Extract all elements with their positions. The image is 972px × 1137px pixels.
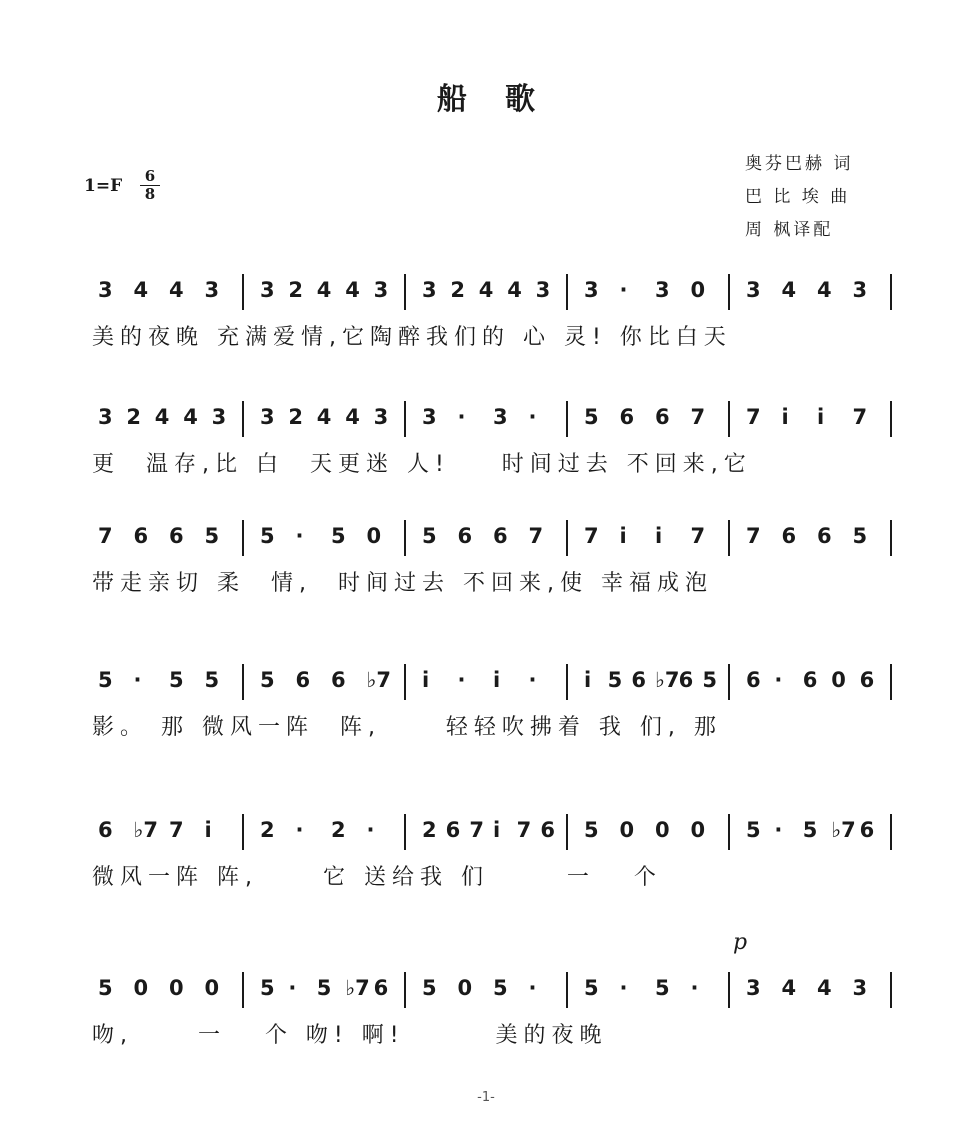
note: ·: [619, 976, 628, 1000]
bar-line: [404, 972, 406, 1008]
note: 4: [781, 976, 797, 1000]
note: 2: [288, 405, 304, 429]
note: ·: [366, 818, 375, 842]
note: 4: [316, 405, 332, 429]
note: 0: [366, 524, 382, 548]
note: 5: [316, 976, 332, 1000]
note: 6: [169, 524, 184, 548]
note: 3: [535, 278, 551, 302]
note: i: [781, 405, 789, 429]
note: ·: [457, 405, 466, 429]
note: 0: [831, 668, 846, 692]
note: ·: [774, 818, 783, 842]
note: 3: [260, 405, 275, 429]
meter-top: 6: [140, 168, 160, 186]
page-number: -1-: [477, 1090, 495, 1105]
note: 0: [457, 976, 473, 1000]
bar-line: [404, 401, 406, 437]
bar-line: [890, 520, 892, 556]
note: 3: [852, 278, 868, 302]
note: 6: [373, 976, 389, 1000]
bar-line: [728, 972, 730, 1008]
note: 5: [584, 818, 599, 842]
note: ·: [295, 524, 304, 548]
note: 6: [655, 405, 670, 429]
note: i: [619, 524, 627, 548]
lyrics-row: 影。 那 微风一阵 阵, 轻轻吹拂着 我 们, 那: [92, 715, 722, 740]
note: ♭7: [831, 818, 856, 842]
note: 3: [852, 976, 868, 1000]
note: 4: [507, 278, 522, 302]
note: 4: [345, 278, 360, 302]
notation-row: [92, 268, 902, 308]
note: 6: [98, 818, 113, 842]
note: 7: [852, 405, 868, 429]
score-line: [92, 658, 902, 798]
note: 3: [746, 976, 761, 1000]
note: 7: [746, 524, 761, 548]
note: 4: [781, 278, 797, 302]
note: 5: [204, 524, 220, 548]
note: 7: [469, 818, 484, 842]
note: 5: [98, 976, 113, 1000]
note: ·: [457, 668, 466, 692]
credit-lyricist: 奥芬巴赫 词: [745, 154, 854, 174]
lyrics-row: 美的夜晚 充满爱情,它陶醉我们的 心 灵! 你比白天: [92, 325, 732, 350]
credit-composer: 巴 比 埃 曲: [745, 187, 851, 207]
note: 5: [584, 976, 599, 1000]
lyrics-row: 微风一阵 阵, 它 送给我 们 一 个: [92, 865, 662, 890]
bar-line: [404, 664, 406, 700]
note: 5: [260, 976, 275, 1000]
bar-line: [728, 520, 730, 556]
note: 4: [316, 278, 332, 302]
lyrics-row: 吻, 一 个 吻! 啊! 美的夜晚: [92, 1023, 608, 1048]
note: 6: [540, 818, 555, 842]
note: 2: [288, 278, 304, 302]
bar-line: [242, 274, 244, 310]
note: 6: [445, 818, 461, 842]
note: 6: [295, 668, 311, 692]
note: 5: [422, 524, 437, 548]
note: 3: [373, 405, 389, 429]
bar-line: [890, 274, 892, 310]
note: ·: [528, 668, 537, 692]
note: 5: [260, 668, 275, 692]
note: 3: [211, 405, 227, 429]
note: 3: [373, 278, 389, 302]
note: 4: [133, 278, 149, 302]
note: 5: [260, 524, 275, 548]
note: 5: [802, 818, 818, 842]
bar-line: [566, 520, 568, 556]
bar-line: [242, 520, 244, 556]
note: ♭7: [133, 818, 159, 842]
lyrics-row: 更 温存,比 白 天更迷 人! 时间过去 不回来,它: [92, 452, 752, 477]
song-title: 船歌: [437, 82, 573, 117]
note: 2: [126, 405, 142, 429]
notation-row: [92, 808, 902, 848]
note: 6: [817, 524, 832, 548]
bar-line: [890, 814, 892, 850]
note: 6: [678, 668, 694, 692]
bar-line: [890, 401, 892, 437]
note: 4: [817, 976, 832, 1000]
bar-line: [404, 520, 406, 556]
note: 2: [450, 278, 466, 302]
note: 5: [493, 976, 508, 1000]
note: 0: [655, 818, 670, 842]
note: 3: [422, 405, 437, 429]
lyrics-row: 带走亲切 柔 情, 时间过去 不回来,使 幸福成泡: [92, 571, 713, 596]
note: ·: [774, 668, 783, 692]
note: 7: [528, 524, 544, 548]
note: 4: [817, 278, 832, 302]
note: 2: [422, 818, 437, 842]
note: 7: [516, 818, 532, 842]
note: i: [493, 668, 501, 692]
note: ·: [528, 405, 537, 429]
bar-line: [728, 664, 730, 700]
score-line: [92, 808, 902, 948]
note: i: [655, 524, 663, 548]
bar-line: [566, 814, 568, 850]
bar-line: [242, 401, 244, 437]
bar-line: [404, 814, 406, 850]
note: 5: [98, 668, 113, 692]
note: 4: [169, 278, 184, 302]
bar-line: [728, 274, 730, 310]
notation-row: [92, 514, 902, 554]
note: i: [422, 668, 430, 692]
note: ·: [288, 976, 297, 1000]
note: 0: [133, 976, 149, 1000]
note: 6: [859, 818, 875, 842]
note: 3: [584, 278, 599, 302]
note: 5: [607, 668, 623, 692]
note: 3: [98, 405, 113, 429]
bar-line: [404, 274, 406, 310]
key-signature: 1=F: [84, 176, 123, 196]
note: 7: [98, 524, 113, 548]
note: 5: [169, 668, 184, 692]
note: 5: [852, 524, 868, 548]
bar-line: [566, 664, 568, 700]
note: 7: [690, 405, 706, 429]
note: 0: [690, 818, 706, 842]
note: 5: [655, 976, 670, 1000]
note: ·: [295, 818, 304, 842]
note: 0: [204, 976, 220, 1000]
note: ♭7: [345, 976, 370, 1000]
note: 7: [169, 818, 184, 842]
note: ♭7: [366, 668, 392, 692]
note: ·: [528, 976, 537, 1000]
note: ·: [690, 976, 699, 1000]
credits: [745, 148, 853, 247]
note: ·: [133, 668, 142, 692]
score-line: [92, 268, 902, 408]
note: 3: [98, 278, 113, 302]
note: ♭7: [655, 668, 680, 692]
note: 6: [457, 524, 473, 548]
note: 0: [169, 976, 184, 1000]
note: 0: [690, 278, 706, 302]
note: 0: [619, 818, 635, 842]
note: 6: [619, 405, 635, 429]
note: 7: [746, 405, 761, 429]
credit-translator: 周 枫译配: [745, 220, 834, 240]
note: ·: [619, 278, 628, 302]
note: 2: [331, 818, 346, 842]
note: 6: [331, 668, 346, 692]
note: 2: [260, 818, 275, 842]
notation-row: [92, 395, 902, 435]
note: 6: [802, 668, 818, 692]
note: i: [204, 818, 212, 842]
note: i: [584, 668, 592, 692]
note: 4: [478, 278, 494, 302]
dynamic-marking: p: [733, 930, 748, 955]
note: 7: [690, 524, 706, 548]
note: 3: [746, 278, 761, 302]
note: 6: [133, 524, 149, 548]
time-signature: [140, 168, 160, 203]
note: 6: [631, 668, 646, 692]
note: 3: [655, 278, 670, 302]
note: 5: [584, 405, 599, 429]
note: 6: [746, 668, 761, 692]
note: 6: [781, 524, 797, 548]
note: 3: [493, 405, 508, 429]
note: i: [817, 405, 825, 429]
notation-row: [92, 966, 902, 1006]
note: 5: [746, 818, 761, 842]
bar-line: [566, 972, 568, 1008]
note: 3: [260, 278, 275, 302]
note: 4: [183, 405, 198, 429]
bar-line: [890, 972, 892, 1008]
bar-line: [566, 274, 568, 310]
note: 3: [422, 278, 437, 302]
score-line: [92, 514, 902, 654]
note: 5: [702, 668, 717, 692]
note: 5: [331, 524, 346, 548]
bar-line: [242, 972, 244, 1008]
bar-line: [566, 401, 568, 437]
note: 3: [204, 278, 220, 302]
note: 5: [204, 668, 220, 692]
score-line: [92, 966, 902, 1106]
bar-line: [728, 401, 730, 437]
note: 4: [154, 405, 170, 429]
notation-row: [92, 658, 902, 698]
note: 4: [345, 405, 360, 429]
meter-bottom: 8: [144, 185, 156, 203]
bar-line: [890, 664, 892, 700]
note: 7: [584, 524, 599, 548]
note: 6: [493, 524, 508, 548]
note: 6: [859, 668, 875, 692]
bar-line: [728, 814, 730, 850]
note: i: [493, 818, 501, 842]
bar-line: [242, 664, 244, 700]
note: 5: [422, 976, 437, 1000]
bar-line: [242, 814, 244, 850]
